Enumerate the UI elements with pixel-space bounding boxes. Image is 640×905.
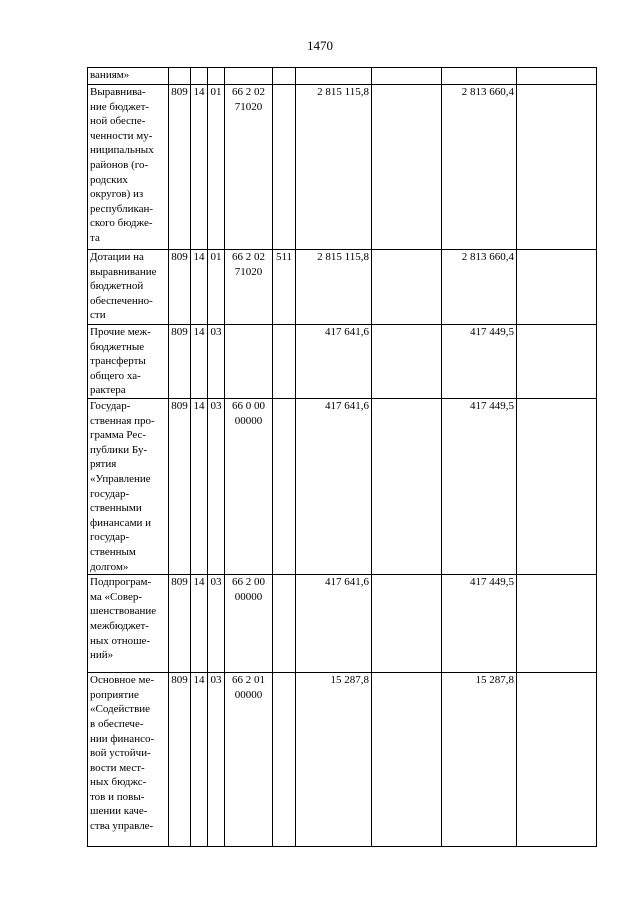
ministry-code: 809 — [169, 325, 191, 399]
row-name-line: Основное ме- — [90, 674, 155, 687]
amount-second — [442, 68, 517, 85]
expense-type-code — [273, 68, 296, 85]
target-article-code — [225, 85, 273, 250]
row-name-line: сти — [90, 309, 106, 322]
amount-second-extra — [517, 68, 597, 85]
row-name-line: Подпрограм- — [90, 576, 152, 589]
row-name-line: рактера — [90, 384, 126, 397]
row-name-line: выравнивание — [90, 265, 157, 278]
ministry-code — [169, 68, 191, 85]
row-name-line: ваниям» — [90, 69, 130, 81]
amount-first-extra — [372, 399, 442, 575]
row-name-line: ных отноше- — [90, 634, 151, 647]
row-name-line: в обеспече- — [90, 717, 144, 730]
amount-second-extra — [517, 399, 597, 575]
amount-first: 417 641,6 — [296, 399, 372, 575]
target-article-code — [225, 68, 273, 85]
row-name-line: публики Бу- — [90, 443, 148, 456]
row-name-line: рятия — [90, 458, 117, 471]
row-name-line: ниципальных — [90, 144, 154, 157]
target-article-code-part: 66 0 00 — [232, 400, 265, 412]
amount-first: 15 287,8 — [296, 673, 372, 847]
amount-second: 417 449,5 — [442, 325, 517, 399]
table-row — [88, 673, 597, 847]
row-name — [88, 85, 169, 250]
row-name — [88, 673, 169, 847]
table-row — [88, 85, 597, 250]
row-name — [88, 68, 169, 85]
row-name-line: «Управление — [90, 472, 151, 485]
target-article-code-part: 66 2 00 — [232, 576, 265, 589]
row-name-line: шении каче- — [90, 805, 148, 818]
row-name-line: грамма Рес- — [90, 429, 147, 442]
row-name-line: общего ха- — [90, 369, 141, 382]
amount-first: 2 815 115,8 — [296, 85, 372, 250]
subsection-code: 03 — [208, 673, 225, 847]
amount-second-extra — [517, 325, 597, 399]
row-name-line: Выравнива- — [90, 86, 146, 98]
target-article-code-part: 66 2 01 — [232, 674, 265, 687]
row-name-line: тов и повы- — [90, 790, 145, 803]
row-name-line: вости мест- — [90, 761, 145, 774]
row-name-line: долгом» — [90, 560, 129, 573]
ministry-code: 809 — [169, 85, 191, 250]
subsection-code: 01 — [208, 85, 225, 250]
table-body — [88, 68, 597, 847]
section-code: 14 — [191, 399, 208, 575]
row-name — [88, 575, 169, 673]
row-name-line: шенствование — [90, 605, 157, 618]
amount-first-extra — [372, 250, 442, 325]
amount-first-extra — [372, 68, 442, 85]
target-article-code-part: 00000 — [234, 590, 263, 603]
ministry-code: 809 — [169, 250, 191, 325]
budget-table — [87, 67, 597, 847]
target-article-code-part: 00000 — [234, 414, 263, 427]
expense-type-code — [273, 399, 296, 575]
row-name-line: ственная про- — [90, 414, 155, 427]
table-row — [88, 399, 597, 575]
amount-second-extra — [517, 85, 597, 250]
subsection-code: 03 — [208, 325, 225, 399]
amount-second: 2 813 660,4 — [442, 250, 517, 325]
target-article-code — [225, 250, 273, 325]
amount-first-extra — [372, 325, 442, 399]
row-name-line: ства управле- — [90, 820, 154, 833]
amount-second-extra — [517, 250, 597, 325]
amount-second-extra — [517, 575, 597, 673]
row-name-line: ственными — [90, 502, 142, 515]
expense-type-code — [273, 575, 296, 673]
section-code: 14 — [191, 85, 208, 250]
section-code: 14 — [191, 673, 208, 847]
amount-first-extra — [372, 673, 442, 847]
amount-second-extra — [517, 673, 597, 847]
expense-type-code — [273, 85, 296, 250]
row-name-line: районов (го- — [90, 158, 149, 171]
amount-second: 417 449,5 — [442, 575, 517, 673]
target-article-code-part: 66 2 02 — [232, 86, 265, 98]
row-name-line: родских — [90, 173, 128, 186]
row-name-line: та — [90, 231, 100, 244]
table-row — [88, 325, 597, 399]
target-article-code — [225, 325, 273, 399]
expense-type-code — [273, 673, 296, 847]
row-name-line: округов) из — [90, 188, 144, 201]
row-name-line: бюджетной — [90, 280, 144, 293]
row-name-line: межбюджет- — [90, 619, 149, 632]
section-code — [191, 68, 208, 85]
amount-second: 417 449,5 — [442, 399, 517, 575]
row-name-line: вой устойчи- — [90, 747, 151, 760]
row-name-line: ма «Совер- — [90, 590, 143, 603]
row-name — [88, 325, 169, 399]
row-name-line: трансферты — [90, 355, 146, 368]
section-code: 14 — [191, 575, 208, 673]
target-article-code — [225, 575, 273, 673]
subsection-code: 03 — [208, 399, 225, 575]
section-code: 14 — [191, 325, 208, 399]
amount-first-extra — [372, 85, 442, 250]
amount-first — [296, 68, 372, 85]
row-name-line: государ- — [90, 487, 130, 500]
row-name-line: Государ- — [90, 400, 131, 412]
ministry-code: 809 — [169, 575, 191, 673]
row-name-line: ний» — [90, 649, 114, 662]
table-row — [88, 68, 597, 85]
amount-second: 2 813 660,4 — [442, 85, 517, 250]
row-name-line: обеспеченно- — [90, 294, 153, 307]
subsection-code: 03 — [208, 575, 225, 673]
row-name — [88, 399, 169, 575]
expense-type-code: 511 — [273, 250, 296, 325]
subsection-code: 01 — [208, 250, 225, 325]
row-name-line: роприятие — [90, 688, 139, 701]
ministry-code: 809 — [169, 673, 191, 847]
amount-first: 417 641,6 — [296, 325, 372, 399]
amount-first: 417 641,6 — [296, 575, 372, 673]
target-article-code-part: 71020 — [234, 265, 263, 278]
target-article-code-part: 00000 — [234, 688, 263, 701]
target-article-code — [225, 673, 273, 847]
row-name-line: ных бюджс- — [90, 776, 147, 789]
subsection-code — [208, 68, 225, 85]
amount-first-extra — [372, 575, 442, 673]
row-name — [88, 250, 169, 325]
row-name-line: ние бюджет- — [90, 100, 150, 113]
table-row — [88, 575, 597, 673]
row-name-line: Прочие меж- — [90, 326, 151, 338]
section-code: 14 — [191, 250, 208, 325]
row-name-line: ственным — [90, 545, 136, 558]
expense-type-code — [273, 325, 296, 399]
page-number: 1470 — [307, 38, 333, 53]
amount-second: 15 287,8 — [442, 673, 517, 847]
row-name-line: ского бюдже- — [90, 217, 153, 230]
row-name-line: финансами и — [90, 516, 152, 529]
row-name-line: ной обеспе- — [90, 115, 146, 128]
row-name-line: Дотации на — [90, 251, 144, 263]
target-article-code-part: 71020 — [234, 100, 263, 113]
ministry-code: 809 — [169, 399, 191, 575]
target-article-code-part: 66 2 02 — [232, 251, 265, 263]
row-name-line: ченности му- — [90, 129, 153, 142]
row-name-line: республикан- — [90, 202, 154, 215]
row-name-line: государ- — [90, 531, 130, 544]
row-name-line: нии финансо- — [90, 732, 155, 745]
table-row — [88, 250, 597, 325]
row-name-line: бюджетные — [90, 340, 145, 353]
row-name-line: «Содействие — [90, 703, 151, 716]
target-article-code — [225, 399, 273, 575]
amount-first: 2 815 115,8 — [296, 250, 372, 325]
